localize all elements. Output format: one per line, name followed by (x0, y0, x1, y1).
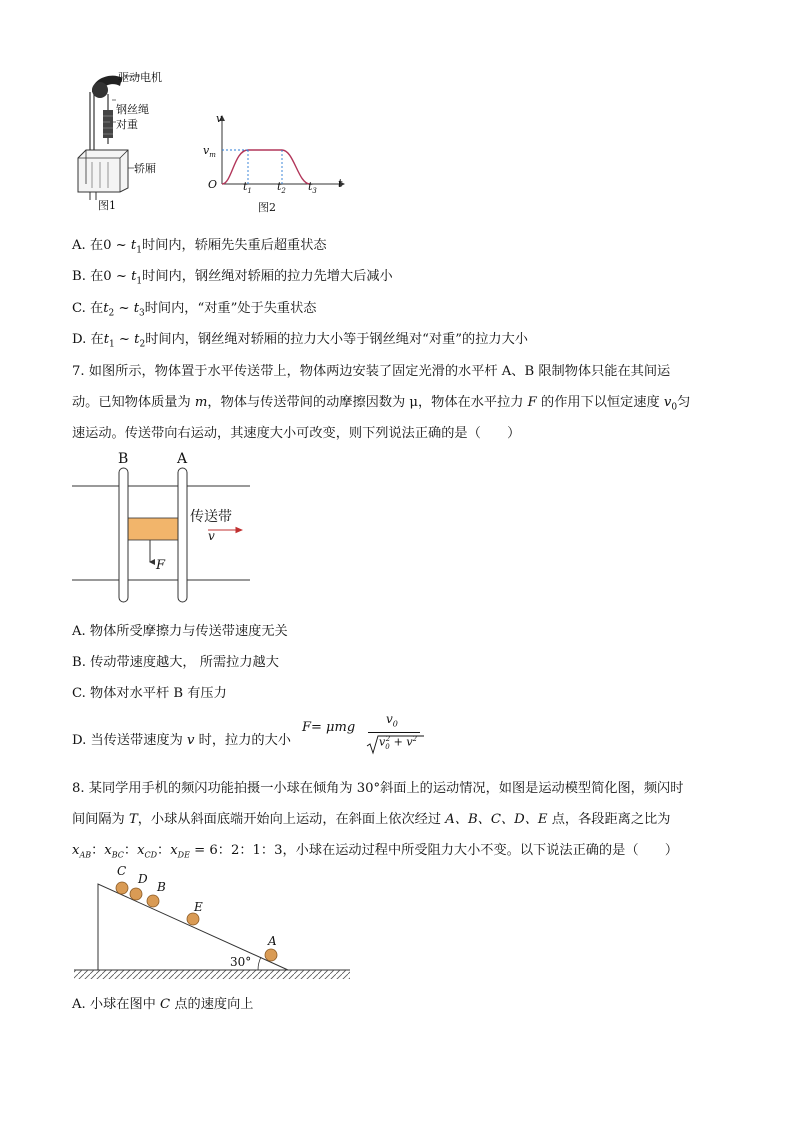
q6-option-a (72, 234, 327, 256)
velocity-curve (222, 150, 310, 184)
t2-label (277, 180, 286, 195)
belt-v-label: v (208, 529, 215, 543)
q8-stem-line-2 (72, 808, 670, 827)
ball-e (187, 913, 199, 925)
point-a-label: A (268, 934, 277, 948)
q7-d-pre: D. 当传送带速度为 (72, 733, 187, 748)
q6-a-post: 时间内，轿厢先失重后超重状态 (141, 238, 327, 253)
angle-label: 30° (230, 955, 252, 969)
q8-x-de-sub: DE (177, 850, 190, 860)
q8-figure (72, 866, 354, 984)
q8-sep-2: ： (123, 843, 138, 858)
q8-x-ab-sub: AB (79, 850, 92, 860)
rod-b-label: B (118, 451, 129, 467)
q6-option-c (72, 297, 316, 319)
formula-den-plus: + v (390, 735, 413, 749)
origin-label: O (208, 178, 218, 191)
q7-l2-d: 匀 (677, 395, 691, 410)
q6-c-var2: t (133, 301, 139, 316)
conveyor-diagram (72, 448, 262, 608)
q6-b-var: t (131, 269, 137, 284)
formula-den-sub: 0 (385, 742, 390, 751)
q8-x-ab: x (72, 843, 80, 858)
q7-l2-a: 动。已知物体质量为 (72, 395, 195, 410)
t3-label (308, 180, 317, 195)
t1-var: t (243, 180, 248, 193)
q7-l2-c: 的作用下以恒定速度 (536, 395, 664, 410)
q6-c-post: 时间内，“对重”处于失重状态 (144, 301, 317, 316)
q7-mass-var: m (194, 395, 208, 410)
formula-den-sup: 2 (385, 735, 391, 743)
incline (98, 884, 288, 970)
q6-a-var: t (130, 238, 137, 253)
force-label: F (156, 558, 166, 573)
incline-diagram (72, 866, 354, 984)
q7-stem-line-3: 速运动。传送带向右运动，其速度大小可改变，则下列说法正确的是（ ） (72, 426, 521, 441)
formula-den-v: v (379, 735, 386, 749)
formula-F: F (302, 720, 312, 735)
q7-d-v: v (187, 733, 195, 748)
q8-x-bc: x (104, 843, 112, 858)
formula-numerator (386, 712, 398, 728)
q6-a-sub: 1 (136, 245, 142, 256)
vm-sub: m (209, 151, 216, 160)
vm-label (203, 144, 216, 159)
formula-num-sub: 0 (392, 719, 398, 729)
q8-points: A、B、C、D、E (445, 812, 548, 827)
label-drive-motor: 驱动电机 (118, 71, 162, 84)
q7-option-a: A. 物体所受摩擦力与传送带速度无关 (72, 624, 288, 639)
t3-sub: 3 (312, 187, 317, 196)
block (128, 518, 178, 540)
q8-l2-c: 点，各段距离之比为 (547, 812, 671, 827)
q8-x-bc-sub: BC (111, 850, 124, 860)
elevator-diagram (70, 64, 200, 214)
rod-a (178, 468, 187, 602)
belt-label: 传送带 (190, 509, 232, 525)
figure-2-caption: 图2 (258, 201, 276, 214)
q8-stem-line-1: 8. 某同学用手机的频闪功能拍摄一小球在倾角为 30°斜面上的运动情况，如图是运动模型简化图，频闪时 (72, 781, 684, 796)
ground-hatch (74, 970, 350, 979)
q8-option-a (72, 993, 253, 1012)
q7-l2-b: ，物体与传送带间的动摩擦因数为 μ，物体在水平拉力 (207, 395, 528, 410)
formula-num-v: v (386, 712, 393, 726)
q6-c-pre: C. 在 (72, 301, 104, 316)
ball-b (147, 895, 159, 907)
q6-option-b (72, 265, 393, 287)
q6-d-sub: 1 (109, 339, 115, 350)
q8-sep-3: ： (157, 843, 171, 858)
figure-1 (70, 64, 200, 214)
q7-d-post: 时，拉力的大小 (194, 733, 291, 748)
q6-d-mid: ~ (114, 332, 135, 347)
q6-d-pre: D. 在 (72, 332, 104, 347)
q7-force-var: F (527, 395, 537, 410)
point-b-label: B (157, 880, 166, 894)
q6-b-pre: B. 在0 ~ (72, 269, 132, 284)
q7-figure (72, 448, 262, 608)
q6-d-sub2: 2 (139, 339, 146, 350)
q6-c-mid: ~ (114, 301, 134, 316)
point-c-label: C (117, 864, 127, 878)
q8-stem-line-3 (72, 839, 678, 860)
q6-b-post: 时间内，钢丝绳对轿厢的拉力先增大后减小 (142, 269, 393, 284)
rod-b (119, 468, 128, 602)
v-axis-label: v (216, 112, 223, 125)
t1-sub: 1 (247, 187, 252, 196)
label-car: 轿厢 (134, 162, 156, 175)
label-counterweight: 对重 (116, 118, 138, 131)
q8-period-var: T (128, 812, 138, 827)
q8-a-post: 点的速度向上 (170, 997, 254, 1012)
rod-a-label: A (177, 451, 188, 467)
t-axis-label: t (338, 177, 343, 190)
q7-v0-var: v (663, 395, 672, 410)
q8-x-cd: x (137, 843, 145, 858)
formula-den-sup2: 2 (412, 735, 418, 743)
q6-c-sub: 2 (108, 308, 115, 319)
q8-l2-a: 间间隔为 (72, 812, 129, 827)
ball-a (265, 949, 277, 961)
q6-option-d (72, 328, 528, 350)
q7-v0-sub: 0 (671, 402, 678, 413)
q7-formula (302, 712, 432, 756)
q8-sep-1: ： (91, 843, 105, 858)
q6-a-pre: A. 在0 ~ (72, 238, 131, 253)
ball-d (130, 888, 142, 900)
q6-b-sub: 1 (136, 276, 143, 287)
figure-1-caption: 图1 (98, 199, 116, 212)
point-d-label: D (138, 872, 148, 886)
q6-d-post: 时间内，钢丝绳对轿厢的拉力大小等于钢丝绳对“对重”的拉力大小 (145, 332, 528, 347)
q6-c-sub2: 3 (139, 308, 145, 319)
t3-var: t (308, 180, 313, 193)
q7-stem-line-1: 7. 如图所示，物体置于水平传送带上，物体两边安装了固定光滑的水平杆 A、B 限制物体只能在其间运 (72, 364, 671, 379)
point-e-label: E (194, 900, 203, 914)
q7-stem-line-2 (72, 391, 690, 413)
q7-option-c: C. 物体对水平杆 B 有压力 (72, 686, 227, 701)
q7-option-b: B. 传动带速度越大， 所需拉力越大 (72, 655, 279, 670)
t2-var: t (277, 180, 282, 193)
t1-label (243, 180, 252, 195)
t2-sub: 2 (281, 187, 286, 196)
ball-c (116, 882, 128, 894)
q8-l2-b: ，小球从斜面底端开始向上运动，在斜面上依次经过 (137, 812, 446, 827)
q6-d-var: t (103, 332, 109, 347)
q6-d-var2: t (134, 332, 140, 347)
formula-mu-mg: = μmg (311, 720, 356, 735)
q8-x-de: x (170, 843, 178, 858)
q7-option-d (72, 729, 291, 748)
q8-a-pre: A. 小球在图中 (72, 997, 161, 1012)
formula-lhs (302, 720, 355, 735)
q8-l3-values: = 6：2：1：3，小球在运动过程中所受阻力大小不变。以下说法正确的是（ ） (189, 843, 679, 858)
q6-c-var: t (103, 301, 109, 316)
label-steel-cable: 钢丝绳 (116, 103, 149, 116)
elevator-car (78, 150, 128, 192)
q8-x-cd-sub: CD (144, 850, 158, 860)
q8-a-c: C (160, 997, 171, 1012)
formula-denominator (379, 735, 417, 751)
vm-var: v (203, 144, 210, 157)
